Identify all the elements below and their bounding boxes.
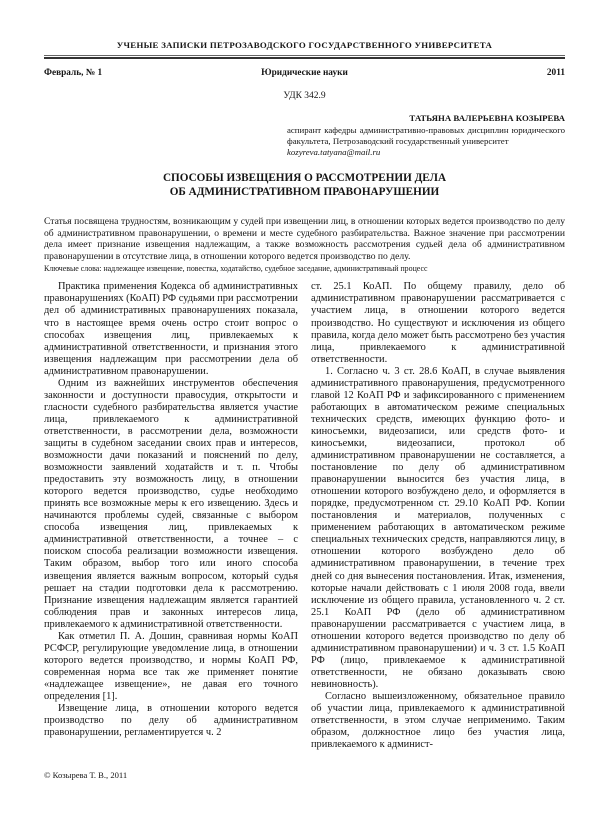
paragraph: 1. Согласно ч. 3 ст. 28.6 КоАП, в случае выявления административного правонарушения, предусмотренного главой 12 КоАП РФ и зафиксированного с применением работающих в автоматическом режиме специальных технических средств, имеющих функцию фото- и киносъемки, видеозаписи, или средств фото- и киносъемки, видеозаписи, протокол об административном правонарушении не составляется, а постановление по делу об административном правонарушении выносится без участия лица, в отношении которого возбуждено дело, и оформляется в порядке, предусмотренном ст. 29.10 КоАП РФ. Копии постановления и материалов, полученных с применением работающих в автоматическом режиме специальных технических средств, направляются лицу, в отношении которого возбуждено дело об административном правонарушении, в течение трех дней со дня вынесения постановления. Итак, изменения, которые начали действовать с 1 июля 2008 года, ввели исключение из общего правила, установленного ч. 2 ст. 25.1 КоАП РФ (дело об административном правонарушении рассматривается с участием лица, в отношении которого ведется производство по делу об административном правонарушении) и ч. 3 ст. 1.5 КоАП РФ (лицо, привлекаемое к административной ответственности, не обязано доказывать свою невиновность). — [311, 365, 565, 690]
article-title — [44, 172, 565, 199]
paragraph: Одним из важнейших инструментов обеспечения законности и доступности правосудия, открытости и гласности судебного разбирательства является участие лица, привлекаемого к административной ответственности, в рассмотрении дела, возможности защиты в судебном заседании своих прав и интересов, возможности дачи показаний и пояснений по делу, возможности заявлений ходатайств и т. п. Чтобы предоставить эту возможность лицу, в отношении которого ведется производство, судье необходимо принять все возможные меры к его извещению. Здесь и начинаются проблемы судей, связанные с выбором способа извещения лиц, привлекаемых к административной ответственности, а точнее – с поиском способа реализации возможности извещения. Таким образом, выбор того или иного способа извещения является важным вопросом, который судья решает на стадии подготовки дела к рассмотрению. Признание извещения надлежащим является гарантией соблюдения прав и законных интересов лица, привлекаемого к административной ответственности. — [44, 377, 298, 630]
issue-header-row — [44, 68, 565, 78]
paragraph: Согласно вышеизложенному, обязательное правило об участии лица, привлекаемого к административной ответственности, в этом случае неприменимо. Таким образом, должностное лицо без участия лица, привлекаемого к админист- — [311, 690, 565, 751]
abstract-text: Статья посвящена трудностям, возникающим у судей при извещении лиц, в отношении которых ведется производство по делу об административном правонарушении, о времени и месте судебного разбирательства. Важное значение при рассмотрении дела имеет признание извещения надлежащим, а также возможность рассмотрения судьей дела об административном правонарушении в отсутствие лица, в отношении которого ведется производство по делу. — [44, 216, 565, 262]
paragraph: Как отметил П. А. Дошин, сравнивая нормы КоАП РСФСР, регулирующие уведомление лица, в отношении которого ведется производство, и нормы КоАП РФ, современная норма все так же применяет понятие «надлежащее извещение», не давая его точного определения [1]. — [44, 630, 298, 702]
author-block — [287, 113, 565, 158]
paragraph: Практика применения Кодекса об административных правонарушениях (КоАП) РФ судьями при рассмотрении дел об административных правонарушениях показала, что в настоящее время очень остро стоит вопрос о способах извещения лиц, привлекаемых к административной ответственности, и признания этого извещения надлежащим при рассмотрении дела об административном правонарушении. — [44, 281, 298, 377]
paragraph: ст. 25.1 КоАП. По общему правилу, дело об административном правонарушении рассматривается с участием лица, в отношении которого ведется производство. Но существуют и исключения из общего правила, когда дело может быть рассмотрено без участия лица, привлекаемого к административной ответственности. — [311, 281, 565, 365]
paragraph: Извещение лица, в отношении которого ведется производство по делу об административном правонарушении, регламентируется ч. 2 — [44, 703, 298, 739]
author-affiliation: аспирант кафедры административно-правовых дисциплин юридического факультета, Петрозаводский государственный университет — [287, 125, 565, 146]
author-name: ТАТЬЯНА ВАЛЕРЬЕВНА КОЗЫРЕВА — [409, 113, 565, 123]
keywords-text: Ключевые слова: надлежащее извещение, повестка, ходатайство, судебное заседание, административный процесс — [44, 264, 428, 274]
issue-label: Февраль, № 1 — [44, 68, 103, 78]
author-email: kozyreva.tatyana@mail.ru — [287, 147, 381, 157]
article-title-line2: ОБ АДМИНИСТРАТИВНОМ ПРАВОНАРУШЕНИИ — [169, 185, 440, 198]
header-rule — [44, 55, 565, 59]
body-right-column — [311, 281, 565, 751]
journal-title: УЧЕНЫЕ ЗАПИСКИ ПЕТРОЗАВОДСКОГО ГОСУДАРСТВЕННОГО УНИВЕРСИТЕТА — [116, 40, 493, 50]
udk-label: УДК 342.9 — [283, 91, 326, 101]
section-label: Юридические науки — [261, 68, 348, 78]
body-columns — [44, 281, 565, 751]
body-left-column — [44, 281, 298, 751]
year-label: 2011 — [546, 68, 565, 78]
article-title-line1: СПОСОБЫ ИЗВЕЩЕНИЯ О РАССМОТРЕНИИ ДЕЛА — [162, 172, 447, 184]
copyright-notice: © Козырева Т. В., 2011 — [44, 770, 133, 780]
